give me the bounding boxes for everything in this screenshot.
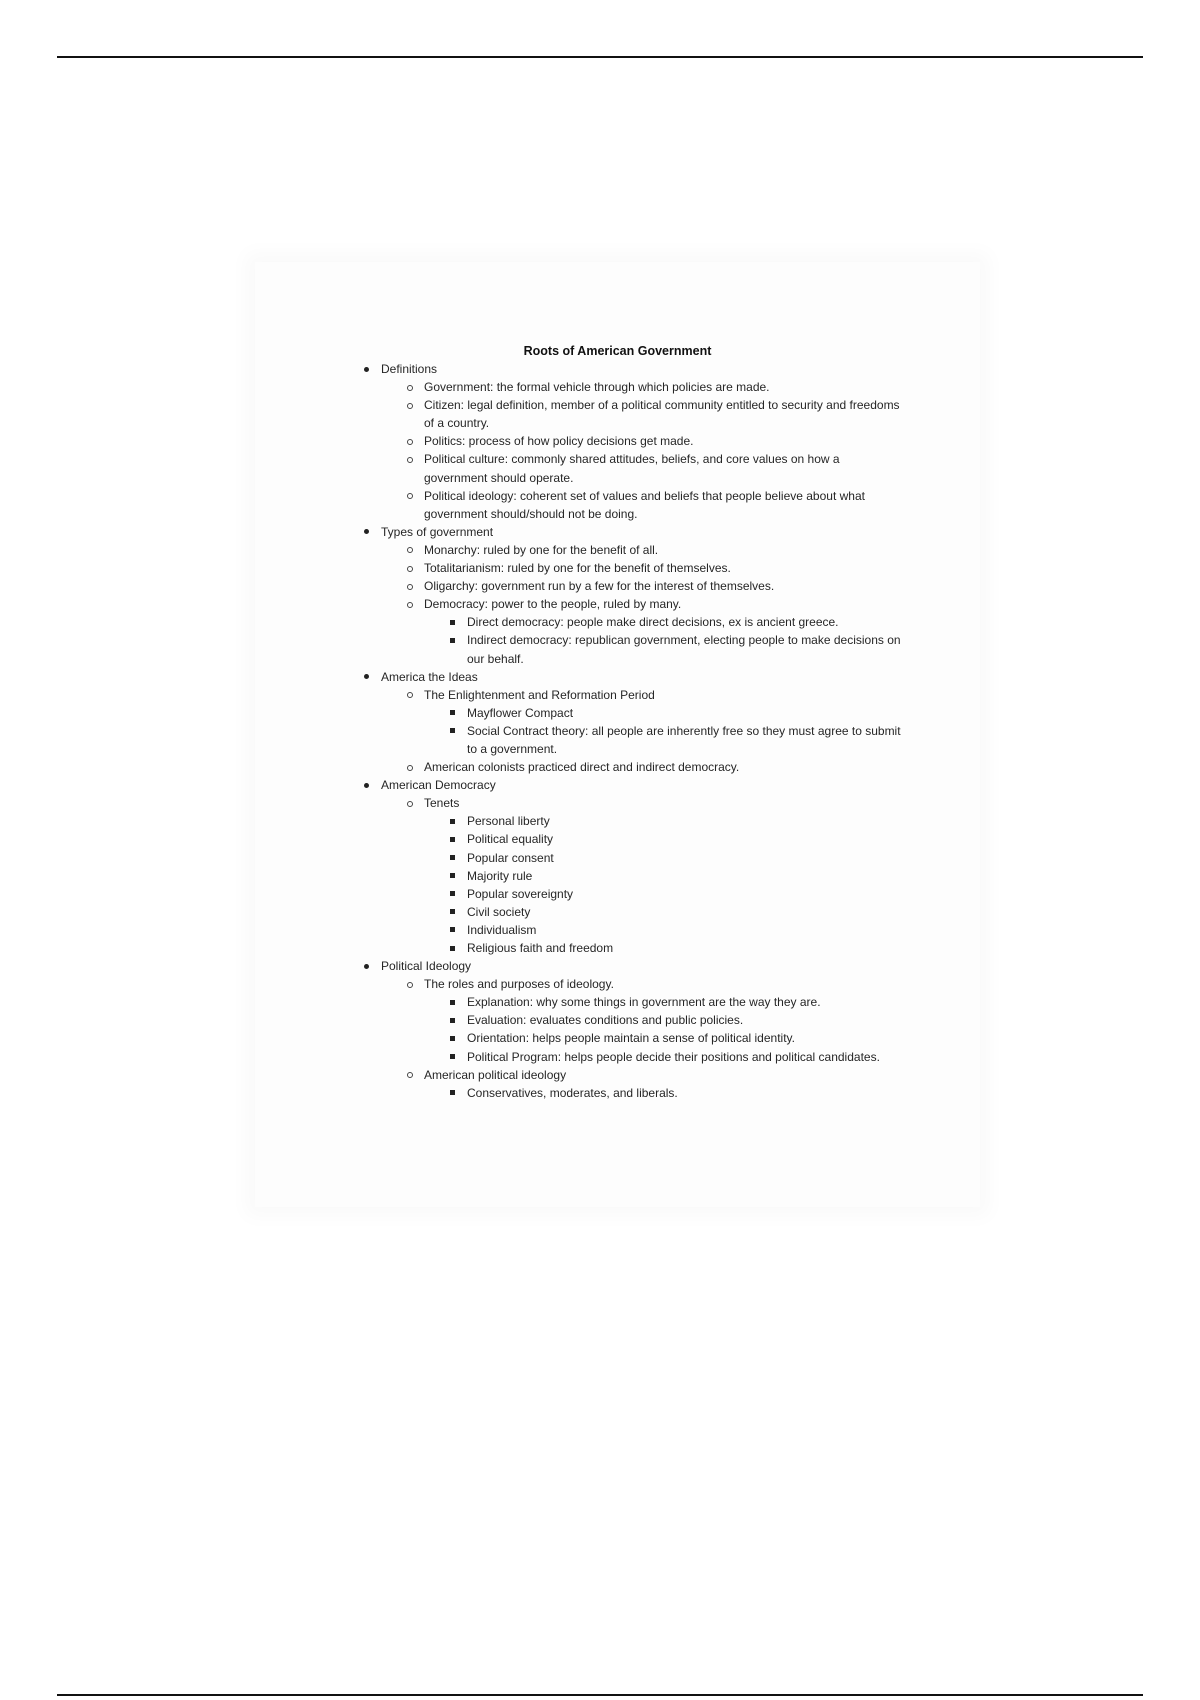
document-title: Roots of American Government: [523, 344, 712, 358]
item-text: Politics: process of how policy decisions get made.: [424, 434, 694, 449]
hollow-bullet-icon: [407, 765, 413, 771]
item-text: Evaluation: evaluates conditions and public policies.: [467, 1013, 744, 1028]
hollow-bullet-icon: [407, 566, 413, 572]
hollow-bullet-icon: [407, 584, 413, 590]
list-item: [406, 686, 903, 758]
item-text: Political culture: commonly shared attitudes, beliefs, and core values on how a government should operate.: [424, 452, 840, 485]
list-item: [406, 975, 903, 1065]
list-item: [449, 631, 903, 667]
item-text: Popular sovereignty: [467, 886, 574, 901]
list-item: [449, 921, 903, 939]
item-text: Political equality: [467, 832, 554, 847]
list-item: [449, 1011, 903, 1029]
square-bullet-icon: [450, 638, 455, 643]
item-text: Religious faith and freedom: [467, 941, 614, 955]
square-bullet-icon: [450, 620, 455, 625]
square-bullet-icon: [450, 710, 455, 715]
square-bullet-icon: [450, 1018, 455, 1023]
item-text: Democracy: power to the people, ruled by many.: [424, 597, 682, 612]
section-heading: American Democracy: [381, 778, 496, 793]
item-text: Indirect democracy: republican government, electing people to make decisions on our behalf.: [467, 633, 901, 666]
sub-list: [406, 378, 903, 523]
item-text: Direct democracy: people make direct decisions, ex is ancient greece.: [467, 615, 839, 630]
hollow-bullet-icon: [407, 801, 413, 807]
square-bullet-icon: [450, 946, 455, 951]
square-bullet-icon: [450, 1090, 455, 1095]
list-item: [406, 378, 903, 396]
list-item: [406, 487, 903, 523]
list-item: [449, 1029, 903, 1047]
list-item: [449, 704, 903, 722]
square-bullet-icon: [450, 873, 455, 878]
item-text: Government: the formal vehicle through which policies are made.: [424, 380, 770, 395]
list-item: [363, 523, 903, 668]
section-heading: Political Ideology: [381, 959, 472, 974]
square-bullet-icon: [450, 819, 455, 824]
hollow-bullet-icon: [407, 439, 413, 445]
list-item: [406, 1066, 903, 1102]
square-bullet-icon: [450, 855, 455, 860]
list-item: [406, 758, 903, 776]
item-text: The Enlightenment and Reformation Period: [424, 687, 655, 702]
square-bullet-icon: [450, 891, 455, 896]
square-bullet-icon: [450, 837, 455, 842]
sub-list: [449, 1084, 903, 1102]
item-text: Political ideology: coherent set of values and beliefs that people believe about what government should/should not be doing.: [424, 488, 865, 521]
item-text: Social Contract theory: all people are inherently free so they must agree to submit to a government.: [467, 723, 901, 756]
item-text: Political Program: helps people decide their positions and political candidates.: [467, 1049, 880, 1064]
list-item: [449, 885, 903, 903]
list-item: [449, 939, 903, 957]
sub-list: [406, 975, 903, 1102]
list-item: [406, 559, 903, 577]
square-bullet-icon: [450, 1000, 455, 1005]
bullet-icon: [364, 367, 369, 372]
sub-list: [449, 613, 903, 667]
bullet-icon: [364, 529, 369, 534]
item-text: Tenets: [424, 796, 460, 811]
section-heading: America the Ideas: [381, 669, 478, 684]
bottom-rule: [57, 1694, 1143, 1696]
list-item: [363, 776, 903, 957]
list-item: [449, 812, 903, 830]
item-text: American colonists practiced direct and indirect democracy.: [424, 760, 740, 775]
hollow-bullet-icon: [407, 493, 413, 499]
list-item: [406, 432, 903, 450]
list-item: [449, 830, 903, 848]
hollow-bullet-icon: [407, 547, 413, 553]
item-text: Individualism: [467, 922, 537, 937]
item-text: Conservatives, moderates, and liberals.: [467, 1085, 678, 1100]
item-text: Explanation: why some things in government are the way they are.: [467, 995, 821, 1010]
item-text: Monarchy: ruled by one for the benefit of all.: [424, 542, 659, 557]
list-item: [449, 1048, 903, 1066]
hollow-bullet-icon: [407, 403, 413, 409]
list-item: [406, 541, 903, 559]
sub-list: [406, 794, 903, 957]
square-bullet-icon: [450, 728, 455, 733]
list-item: [363, 360, 903, 523]
item-text: Totalitarianism: ruled by one for the benefit of themselves.: [424, 561, 731, 576]
bullet-icon: [364, 674, 369, 679]
list-item: [449, 613, 903, 631]
hollow-bullet-icon: [407, 1072, 413, 1078]
bullet-icon: [364, 783, 369, 788]
list-item: [363, 957, 903, 1102]
item-text: Popular consent: [467, 850, 554, 865]
list-item: [449, 867, 903, 885]
item-text: Orientation: helps people maintain a sense of political identity.: [467, 1031, 795, 1046]
hollow-bullet-icon: [407, 692, 413, 698]
list-item: [406, 450, 903, 486]
item-text: Personal liberty: [467, 814, 550, 829]
list-item: [449, 993, 903, 1011]
square-bullet-icon: [450, 1054, 455, 1059]
list-item: [406, 577, 903, 595]
sub-list: [449, 704, 903, 758]
list-item: [406, 396, 903, 432]
item-text: Oligarchy: government run by a few for the interest of themselves.: [424, 579, 775, 594]
section-heading: Definitions: [381, 362, 438, 376]
list-item: [406, 794, 903, 957]
list-item: [363, 668, 903, 777]
item-text: Mayflower Compact: [467, 705, 574, 720]
item-text: Civil society: [467, 904, 531, 919]
hollow-bullet-icon: [407, 602, 413, 608]
bullet-icon: [364, 964, 369, 969]
sub-list: [406, 686, 903, 776]
hollow-bullet-icon: [407, 385, 413, 391]
section-heading: Types of government: [381, 524, 494, 539]
square-bullet-icon: [450, 1036, 455, 1041]
item-text: Citizen: legal definition, member of a political community entitled to security and freedoms of a country.: [424, 398, 900, 431]
item-text: Majority rule: [467, 868, 533, 883]
sub-list: [449, 812, 903, 957]
item-text: American political ideology: [424, 1067, 567, 1082]
list-item: [449, 1084, 903, 1102]
list-item: [449, 849, 903, 867]
square-bullet-icon: [450, 909, 455, 914]
list-item: [449, 903, 903, 921]
hollow-bullet-icon: [407, 457, 413, 463]
top-rule: [57, 56, 1143, 58]
item-text: The roles and purposes of ideology.: [424, 977, 614, 992]
hollow-bullet-icon: [407, 982, 413, 988]
sub-list: [406, 541, 903, 668]
list-item: [449, 722, 903, 758]
outline-list: [363, 360, 903, 1102]
square-bullet-icon: [450, 927, 455, 932]
list-item: [406, 595, 903, 667]
sub-list: [449, 993, 903, 1065]
